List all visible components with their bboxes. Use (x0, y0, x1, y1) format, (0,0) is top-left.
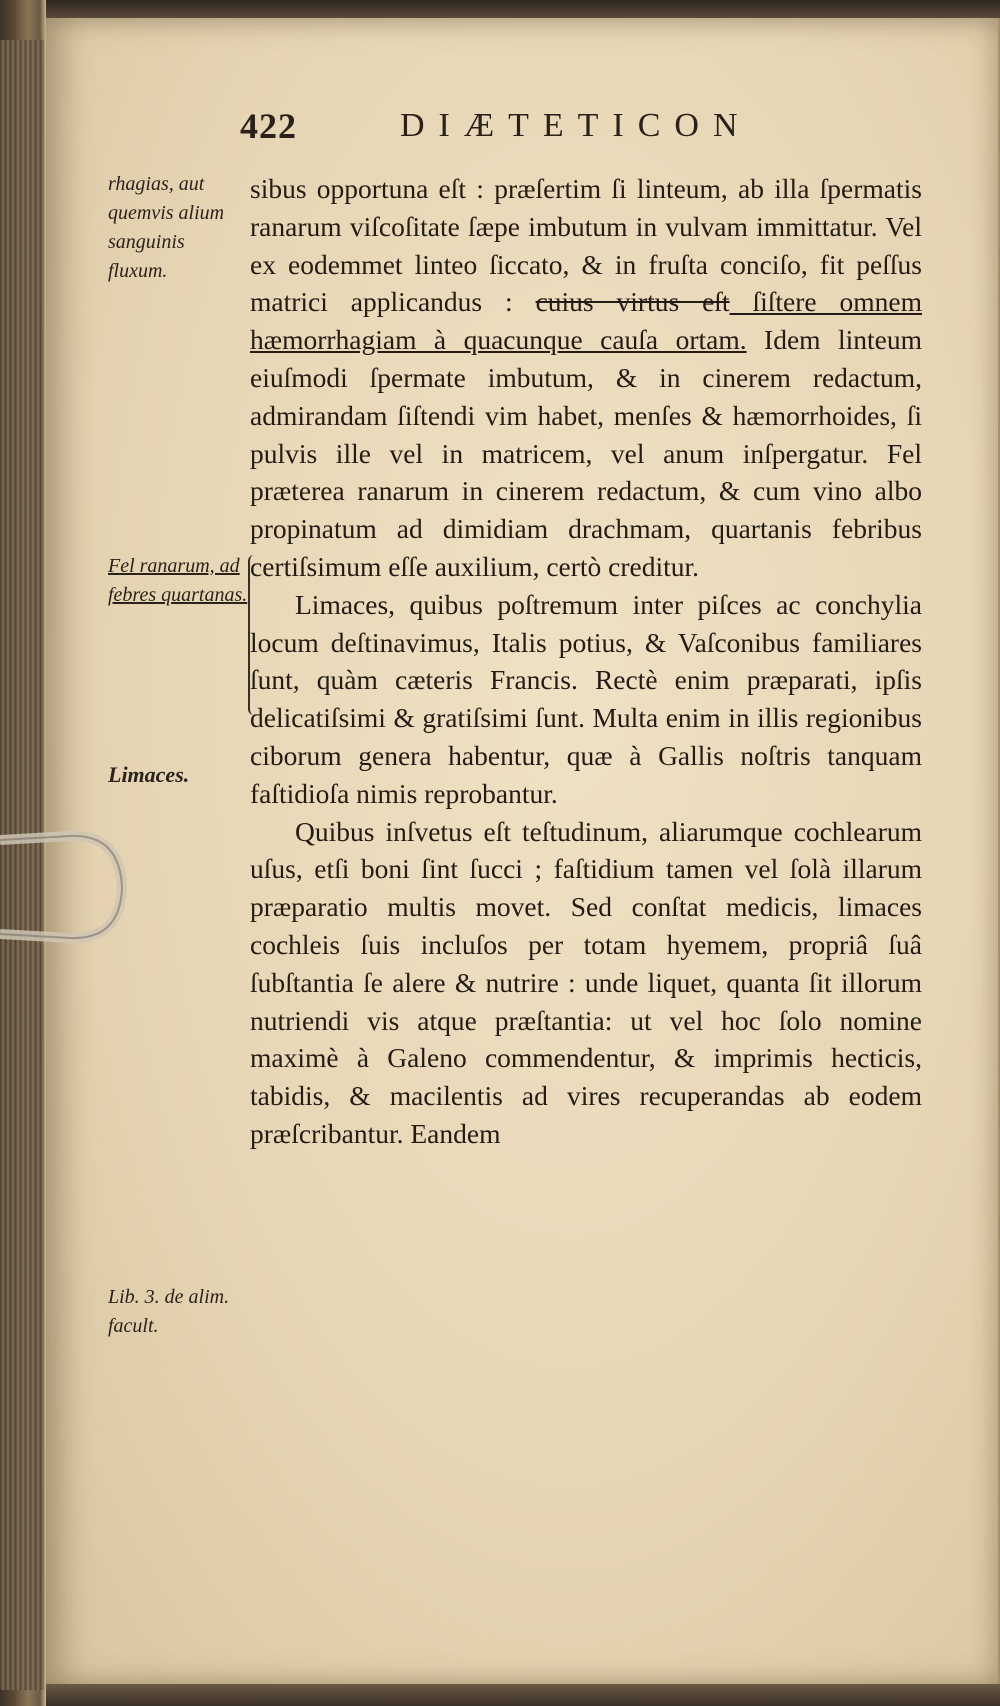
paragraph (250, 170, 922, 586)
body-text (250, 170, 922, 1153)
text-run: Idem linteum eiuſmodi ſpermate imbutum, & in cinerem redactum, admirandam ſiſtendi vim habet, menſes & hæmorrhoides, ſi pulvis ille vel in matricem, vel anum inſpergatur. Fel præterea ranarum in cinerem redactum, & cum vino albo propinatum ad dimidiam drachmam, quartanis febribus certiſsimum eſſe auxilium, certò creditur. (250, 324, 922, 582)
running-header (240, 105, 840, 155)
underlined-text: ſiſtere omnem hæmorrhagiam à quacunque cauſa ortam. (250, 286, 922, 356)
bottom-shadow (46, 1684, 1000, 1706)
margin-note: Limaces. (108, 762, 190, 787)
margin-note: Fel ranarum, ad febres quartanas. (108, 555, 248, 606)
text-run: sibus opportuna eſt : præſertim ſi linteum, ab illa ſpermatis ranarum viſcoſitate ſæpe imbutum in vulvam immittatur. Vel ex eodemmet linteo ſiccato, & in fruſta conciſo, fit peſſus matrici applicandus : (250, 173, 922, 318)
page-number: 422 (240, 106, 297, 146)
ribbon-marker-icon (0, 828, 130, 948)
margin-note: rhagias, aut quemvis alium sanguinis fluxum. (108, 173, 225, 282)
paragraph: Limaces, quibus poſtremum inter piſces ac conchylia locum deſtinavimus, Italis potius, & Vaſconibus familiares ſunt, quàm cæteris Francis. Rectè enim præparati, ipſis delicatiſsimi & gratiſsimi ſunt. Multa enim in illis regionibus ciborum genera habentur, quæ à Gallis noſtris tanquam faſtidioſa nimis reprobantur. (250, 588, 922, 809)
paragraph: Quibus inſvetus eſt teſtudinum, aliarumque cochlearum uſus, etſi boni ſint ſucci ; faſtidium tamen vel ſolà illarum præparatio multis movet. Sed conſtat medicis, limaces cochleis ſuis incluſos per totam hyemem, propriâ ſuâ ſubſtantia ſe alere & nutrire : unde liquet, quanta ſit illorum nutriendi vis atque præſtantia: ut vel hoc ſolo nomine maximè à Galeno commendentur, & imprimis hecticis, tabidis, & macilentis ad vires recuperandas ab eodem præſcribantur. Eandem (250, 815, 922, 1149)
running-title: DIÆTETICON (400, 107, 752, 144)
struck-text: cuius virtus eſt (535, 286, 730, 318)
margin-note: Lib. 3. de alim. facult. (108, 1286, 230, 1337)
top-shadow (46, 0, 1000, 18)
